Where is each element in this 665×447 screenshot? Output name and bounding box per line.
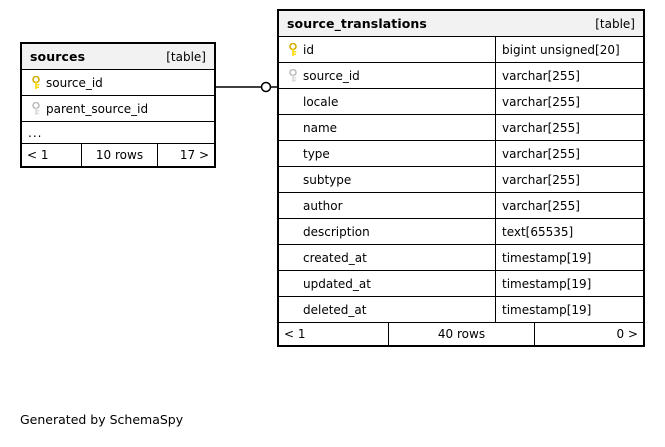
- table-row[interactable]: [279, 115, 643, 141]
- table-row[interactable]: [279, 141, 643, 167]
- column-name: subtype: [303, 172, 352, 187]
- column-name: locale: [303, 94, 339, 109]
- row-count-label: 40 rows: [389, 323, 535, 345]
- table-row[interactable]: [279, 37, 643, 63]
- foreign-key-icon-glyph: [31, 102, 41, 116]
- column-type: bigint unsigned[20]: [495, 37, 643, 62]
- prev-page-button[interactable]: < 1: [22, 144, 82, 166]
- column-cell: [279, 89, 495, 114]
- prev-page-button[interactable]: < 1: [279, 323, 389, 345]
- generated-by-label: Generated by SchemaSpy: [20, 412, 184, 427]
- table-source-translations[interactable]: [277, 9, 645, 347]
- column-type: varchar[255]: [495, 193, 643, 218]
- column-cell: [279, 219, 495, 244]
- column-name: source_id: [303, 68, 360, 83]
- column-cell: [279, 271, 495, 296]
- table-sources-tag: [table]: [166, 49, 206, 64]
- table-row[interactable]: [279, 245, 643, 271]
- table-source-translations-footer: [279, 323, 643, 345]
- column-type: varchar[255]: [495, 63, 643, 88]
- column-name: deleted_at: [303, 302, 367, 317]
- column-name: updated_at: [303, 276, 371, 291]
- column-type: varchar[255]: [495, 141, 643, 166]
- next-page-button[interactable]: 17 >: [179, 148, 209, 162]
- column-cell: [22, 70, 214, 95]
- primary-key-icon: [285, 43, 301, 57]
- table-source-translations-title: source_translations: [287, 16, 427, 31]
- table-row[interactable]: [279, 271, 643, 297]
- column-type: timestamp[19]: [495, 297, 643, 322]
- column-cell: [279, 115, 495, 140]
- row-count-label: 10 rows: [82, 144, 158, 166]
- table-row[interactable]: [279, 219, 643, 245]
- column-type: text[65535]: [495, 219, 643, 244]
- column-name: created_at: [303, 250, 367, 265]
- column-name: author: [303, 198, 343, 213]
- column-cell: [22, 96, 214, 121]
- table-sources[interactable]: [20, 42, 216, 168]
- column-cell: [279, 37, 495, 62]
- primary-key-icon: [28, 76, 44, 90]
- table-row[interactable]: [279, 297, 643, 323]
- table-sources-header: [22, 44, 214, 70]
- column-name: description: [303, 224, 370, 239]
- table-row[interactable]: [279, 167, 643, 193]
- foreign-key-icon: [28, 102, 44, 116]
- table-row[interactable]: [279, 193, 643, 219]
- next-page-button[interactable]: 0 >: [616, 327, 638, 341]
- column-cell: [279, 167, 495, 192]
- column-name: id: [303, 42, 314, 57]
- table-row[interactable]: [22, 70, 214, 96]
- column-type: varchar[255]: [495, 115, 643, 140]
- table-source-translations-tag: [table]: [595, 16, 635, 31]
- table-row[interactable]: [22, 96, 214, 122]
- column-type: timestamp[19]: [495, 271, 643, 296]
- column-name: source_id: [46, 75, 103, 90]
- column-type: timestamp[19]: [495, 245, 643, 270]
- column-cell: [279, 297, 495, 322]
- table-row[interactable]: [279, 89, 643, 115]
- primary-key-icon-glyph: [288, 43, 298, 57]
- column-cell: [279, 193, 495, 218]
- column-name: type: [303, 146, 330, 161]
- column-type: varchar[255]: [495, 167, 643, 192]
- foreign-key-icon: [285, 69, 301, 83]
- table-source-translations-header: [279, 11, 643, 37]
- table-row[interactable]: [279, 63, 643, 89]
- table-sources-footer: [22, 144, 214, 166]
- column-cell: [279, 141, 495, 166]
- column-cell: [279, 63, 495, 88]
- column-type: varchar[255]: [495, 89, 643, 114]
- column-name: parent_source_id: [46, 101, 149, 116]
- column-cell: [279, 245, 495, 270]
- table-sources-more-columns: ...: [22, 122, 214, 144]
- table-sources-title: sources: [30, 49, 86, 64]
- foreign-key-icon-glyph: [288, 69, 298, 83]
- column-name: name: [303, 120, 338, 135]
- primary-key-icon-glyph: [31, 76, 41, 90]
